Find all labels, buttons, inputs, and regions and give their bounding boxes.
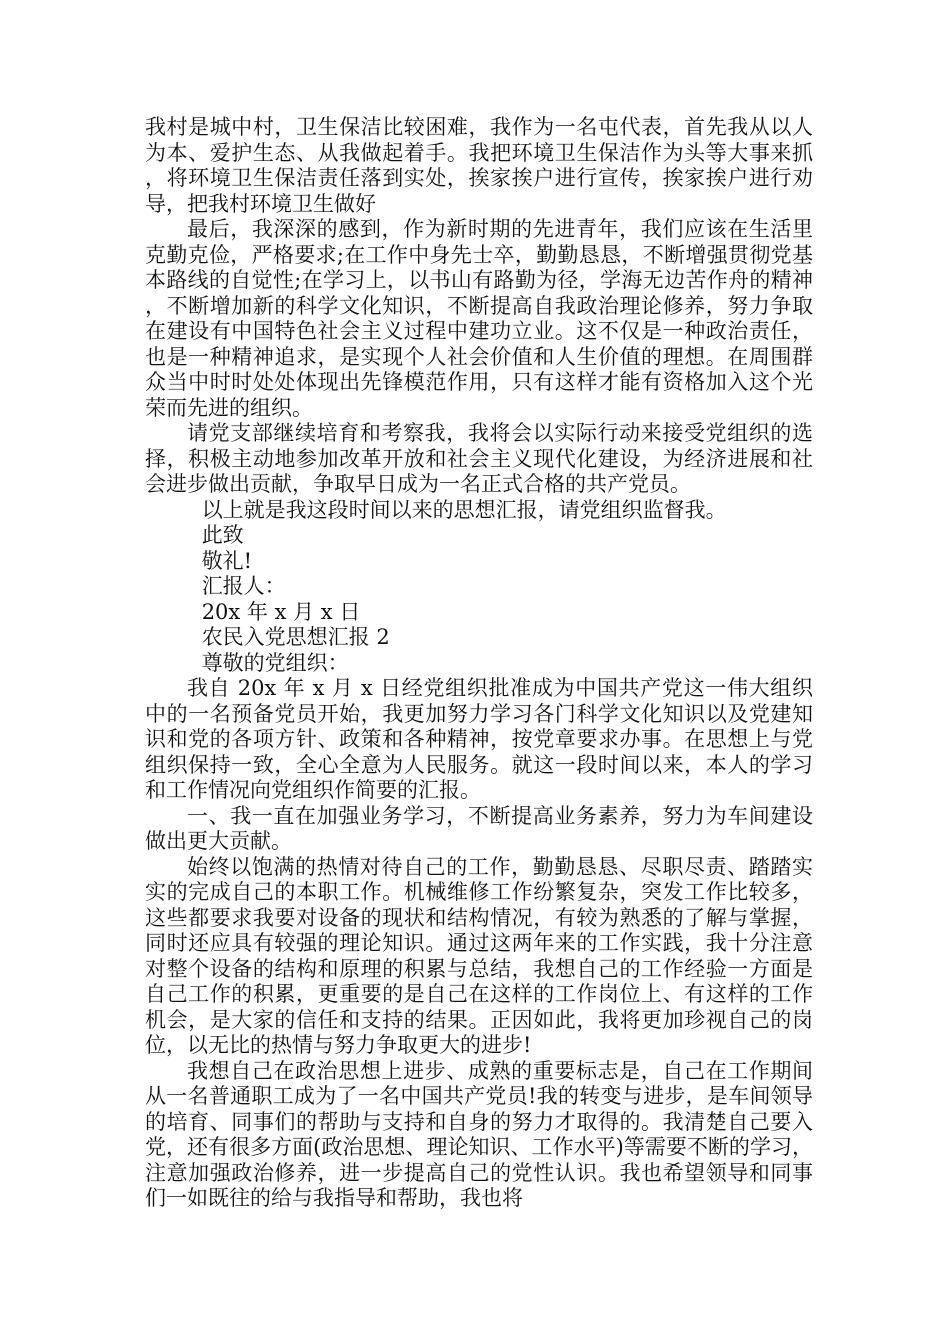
paragraph-village-hygiene: 我村是城中村，卫生保洁比较困难，我作为一名屯代表，首先我从以人为本、爱护生态、从我做起着手。我把环境卫生保洁作为头等大事来抓，将环境卫生保洁责任落到实处，挨家挨户进行宣传，挨家挨户进行劝导，把我村环境卫生做好 <box>145 115 813 216</box>
section-title: 农民入党思想汇报 2 <box>201 625 390 649</box>
paragraph-request: 请党支部继续培育和考察我，我将会以实际行动来接受党组织的选择，积极主动地参加改革开放和社会主义现代化建设，为经济进展和社会进步做出贡献，争取早日成为一名正式合格的共产党员。 <box>145 421 813 496</box>
salutation-cizhi: 此致 <box>201 523 244 547</box>
reporter-label: 汇报人： <box>201 574 286 598</box>
salutation-jingli: 敬礼! <box>201 548 253 573</box>
paragraph-introduction: 我自 20x 年 x 月 x 日经党组织批准成为中国共产党这一伟大组织中的一名预备党员开始，我更加努力学习各门科学文化知识以及党建知识和党的各项方针、政策和各种精神，按党章要求办事。在思想上与党组织保持一致，全心全意为人民服务。就这一段时间以来，本人的学习和工作情况向党组织作简要的汇报。 <box>145 676 813 802</box>
document-page <box>145 115 813 1212</box>
paragraph-point-one: 一、我一直在加强业务学习，不断提高业务素养，努力为车间建设做出更大贡献。 <box>145 803 813 853</box>
closing-statement: 以上就是我这段时间以来的思想汇报，请党组织监督我。 <box>201 497 727 522</box>
letter-greeting: 尊敬的党组织： <box>201 650 349 675</box>
paragraph-work-attitude: 始终以饱满的热情对待自己的工作，勤勤恳恳、尽职尽责、踏踏实实的完成自己的本职工作。机械维修工作纷繁复杂，突发工作比较多，这些都要求我要对设备的现状和结构情况，有较为熟悉的了解与掌握，同时还应具有较强的理论知识。通过这两年来的工作实践，我十分注意对整个设备的结构和原理的积累与总结，我想自己的工作经验一方面是自己工作的积累，更重要的是自己在这样的工作岗位上、有这样的工作机会，是大家的信任和支持的结果。正因如此，我将更加珍视自己的岗位，以无比的热情与努力争取更大的进步! <box>145 854 813 1057</box>
paragraph-political-progress: 我想自己在政治思想上进步、成熟的重要标志是，自己在工作期间从一名普通职工成为了一名中国共产党员!我的转变与进步，是车间领导的培育、同事们的帮助与支持和自身的努力才取得的。我清楚自己要入党，还有很多方面(政治思想、理论知识、工作水平)等需要不断的学习，注意加强政治修养，进一步提高自己的党性认识。我也希望领导和同事们一如既往的给与我指导和帮助，我也将 <box>145 1058 813 1210</box>
report-date: 20x 年 x 月 x 日 <box>201 599 361 624</box>
paragraph-conclusion: 最后，我深深的感到，作为新时期的先进青年，我们应该在生活里克勤克俭，严格要求;在工作中身先士卒，勤勤恳恳，不断增强贯彻党基本路线的自觉性;在学习上，以书山有路勤为径，学海无边苦作舟的精神，不断增加新的科学文化知识，不断提高自我政治理论修养，努力争取在建设有中国特色社会主义过程中建功立业。这不仅是一种政治责任，也是一种精神追求，是实现个人社会价值和人生价值的理想。在周围群众当中时时处处体现出先锋模范作用，只有这样才能有资格加入这个光荣而先进的组织。 <box>145 217 813 420</box>
